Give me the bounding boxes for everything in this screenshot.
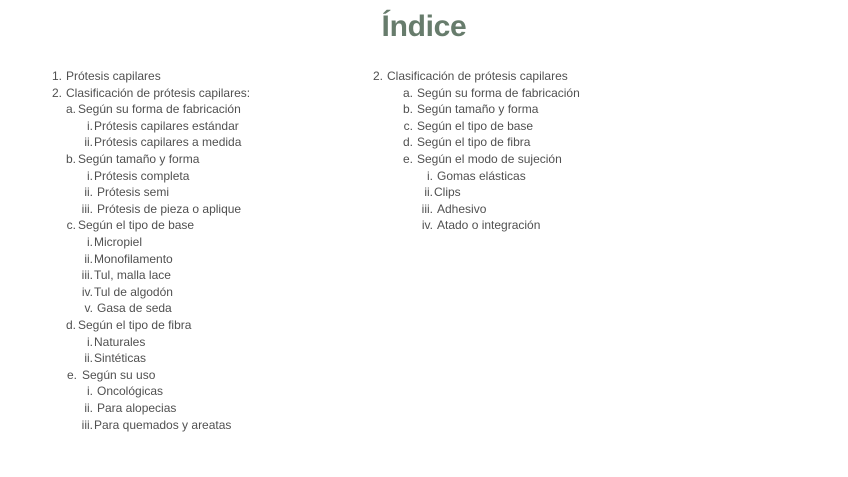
toc-item <box>0 85 848 102</box>
toc-item <box>0 134 848 151</box>
toc-item-label: Micropiel <box>94 235 143 249</box>
toc-item-label: Prótesis completa <box>94 168 190 183</box>
toc-item-marker: v. <box>84 301 93 316</box>
toc-item-marker: b. <box>402 102 413 117</box>
toc-item-marker: e. <box>402 152 413 166</box>
toc-item <box>0 334 848 351</box>
toc-item <box>0 168 848 185</box>
toc-item-label: Monofilamento <box>94 251 173 266</box>
toc-item-label: Según el tipo de base <box>78 218 195 233</box>
toc-item <box>0 300 848 317</box>
toc-item-label: Atado o integración <box>437 218 541 233</box>
toc-item-label: Según su forma de fabricación <box>78 102 241 117</box>
toc-item-marker: e. <box>66 367 77 382</box>
toc-item <box>0 400 848 417</box>
toc-item-label: Prótesis capilares a medida <box>94 135 242 150</box>
toc-item-label: Según el modo de sujeción <box>417 152 562 166</box>
toc-item-marker: ii. <box>84 185 93 200</box>
toc-item <box>0 101 848 118</box>
toc-item-label: Prótesis capilares estándar <box>94 118 239 133</box>
toc-item-label: Tul, malla lace <box>94 268 171 283</box>
toc-item-marker: i. <box>87 384 93 399</box>
toc-item-marker: ii. <box>84 251 93 266</box>
toc-item-label: Tul de algodón <box>94 284 173 299</box>
toc-item <box>0 151 848 168</box>
toc-item-marker: i. <box>87 168 93 183</box>
toc-item <box>0 417 848 434</box>
toc-item-label: Adhesivo <box>437 201 487 216</box>
toc-item-marker: ii. <box>84 351 93 366</box>
toc-item-label: Gasa de seda <box>97 301 172 316</box>
toc-item-marker: iii. <box>421 201 433 216</box>
toc-item-marker: a. <box>402 85 413 100</box>
toc-item-marker: ii. <box>84 135 93 150</box>
toc-item <box>0 251 848 268</box>
toc-item-label: Prótesis semi <box>97 185 170 200</box>
toc-item-marker: c. <box>66 218 76 233</box>
toc-item <box>0 201 848 218</box>
toc-item-label: Según su forma de fabricación <box>417 85 580 100</box>
toc-item-marker: iv. <box>81 284 93 299</box>
toc-item <box>0 350 848 367</box>
toc-item-marker: iii. <box>81 417 93 432</box>
toc-item <box>0 217 848 234</box>
toc-item-marker: c. <box>403 118 413 133</box>
toc-item <box>0 234 848 251</box>
toc-item-label: Gomas elásticas <box>437 168 526 183</box>
toc-item <box>0 383 848 400</box>
toc-item <box>0 68 848 85</box>
toc-item <box>0 267 848 284</box>
toc-item-label: Según el tipo de fibra <box>417 135 531 150</box>
page-title: Índice <box>381 10 467 43</box>
toc-item-label: Para quemados y areatas <box>94 417 232 432</box>
toc-item-label: Prótesis capilares <box>66 69 161 83</box>
toc-item-label: Según tamaño y forma <box>417 102 539 117</box>
toc-item <box>0 367 848 384</box>
toc-item-marker: ii. <box>84 401 93 415</box>
toc-item <box>0 184 848 201</box>
toc-item <box>0 317 848 334</box>
toc-item-label: Clasificación de prótesis capilares: <box>66 85 251 100</box>
toc-item-marker: i. <box>427 168 433 183</box>
toc-item-marker: 2. <box>372 69 383 83</box>
toc-item-label: Prótesis de pieza o aplique <box>97 201 242 216</box>
toc-item-marker: i. <box>87 334 93 349</box>
toc-item-label: Oncológicas <box>97 384 164 399</box>
toc-item-marker: d. <box>402 135 413 150</box>
toc-item-label: Clasificación de prótesis capilares <box>387 69 568 83</box>
toc-item-marker: ii. <box>424 185 433 200</box>
toc-item-label: Según tamaño y forma <box>78 152 200 166</box>
toc-item-marker: 1. <box>51 69 62 83</box>
toc-item-label: Naturales <box>94 334 146 349</box>
toc-item-marker: iii. <box>81 201 93 216</box>
toc-item-label: Sintéticas <box>94 351 147 366</box>
toc-item-label: Según el tipo de base <box>417 118 534 133</box>
toc-item-marker: d. <box>65 318 76 332</box>
toc-item <box>0 284 848 301</box>
toc-item-marker: iv. <box>421 218 433 233</box>
toc-item-marker: i. <box>87 118 93 133</box>
toc-item-label: Según su uso <box>82 367 156 382</box>
toc-item-label: Para alopecias <box>97 401 177 415</box>
toc-item-marker: 2. <box>51 85 62 100</box>
toc-item <box>0 118 848 135</box>
toc-item-label: Clips <box>434 185 461 200</box>
toc-item-marker: iii. <box>81 268 93 283</box>
toc-item-marker: b. <box>65 152 76 166</box>
toc-item-marker: i. <box>87 235 93 249</box>
toc-item-marker: a. <box>65 102 76 117</box>
toc-item-label: Según el tipo de fibra <box>78 318 192 332</box>
